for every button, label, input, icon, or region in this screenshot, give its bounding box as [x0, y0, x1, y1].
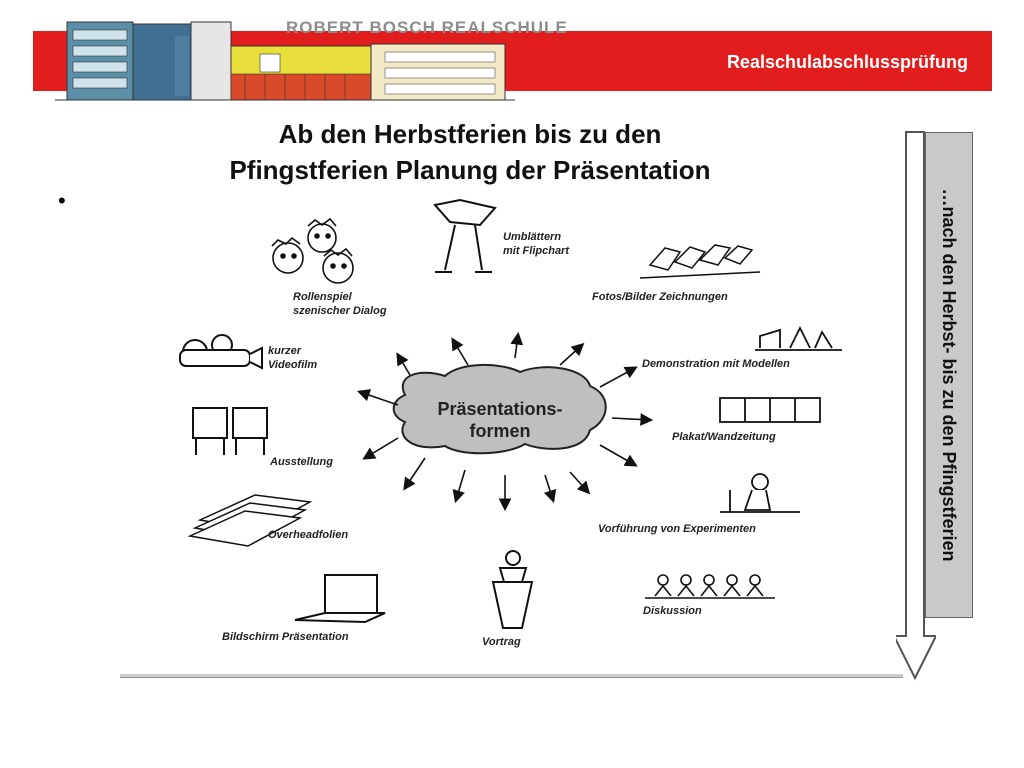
label-video-2: Videofilm: [268, 359, 318, 371]
label-rollenspiel-1: Rollenspiel: [293, 291, 352, 303]
center-label-line-2: formen: [469, 421, 531, 441]
label-bildschirm: Bildschirm Präsentation: [222, 631, 349, 643]
label-umblaettern-2: mit Flipchart: [503, 245, 570, 257]
experiment-icon: [720, 474, 800, 512]
label-diskussion: Diskussion: [643, 605, 702, 617]
discussion-group-icon: [645, 575, 775, 598]
school-name: ROBERT BOSCH REALSCHULE: [286, 18, 568, 37]
label-fotos: Fotos/Bilder Zeichnungen: [592, 291, 728, 303]
label-experimente: Vorführung von Experimenten: [598, 523, 756, 535]
label-plakat: Plakat/Wandzeitung: [672, 431, 776, 443]
laptop-icon: [295, 575, 385, 622]
models-icon: [755, 328, 842, 350]
label-ausstellung: Ausstellung: [270, 456, 333, 468]
timeline-label-box: [925, 132, 973, 618]
video-camera-icon: [180, 335, 262, 368]
lectern-speaker-icon: [493, 551, 532, 628]
label-umblaettern-1: Umblättern: [503, 231, 562, 243]
bottom-divider: [120, 674, 903, 678]
bullet-point: •: [58, 188, 66, 213]
exam-title: Realschulabschlussprüfung: [726, 52, 968, 72]
exhibition-boards-icon: [193, 408, 267, 455]
photos-icon: [640, 245, 760, 278]
slide-title-line-2: Pfingstferien Planung der Präsentation: [229, 155, 711, 185]
flipchart-icon: [435, 200, 495, 272]
poster-icon: [720, 398, 820, 422]
label-rollenspiel-2: szenischer Dialog: [293, 305, 387, 317]
faces-icon: [272, 219, 353, 283]
label-demonstration: Demonstration mit Modellen: [642, 358, 790, 370]
label-vortrag: Vortrag: [482, 636, 521, 648]
center-label-line-1: Präsentations-: [437, 399, 563, 419]
label-video-1: kurzer: [268, 345, 302, 357]
slide-title: [120, 116, 820, 188]
slide-title-line-1: Ab den Herbstferien bis zu den: [278, 119, 662, 149]
timeline-label: …nach den Herbst- bis zu den Pfingstferien: [939, 188, 959, 562]
label-overhead: Overheadfolien: [268, 529, 349, 541]
presentation-forms-diagram: [160, 190, 860, 660]
